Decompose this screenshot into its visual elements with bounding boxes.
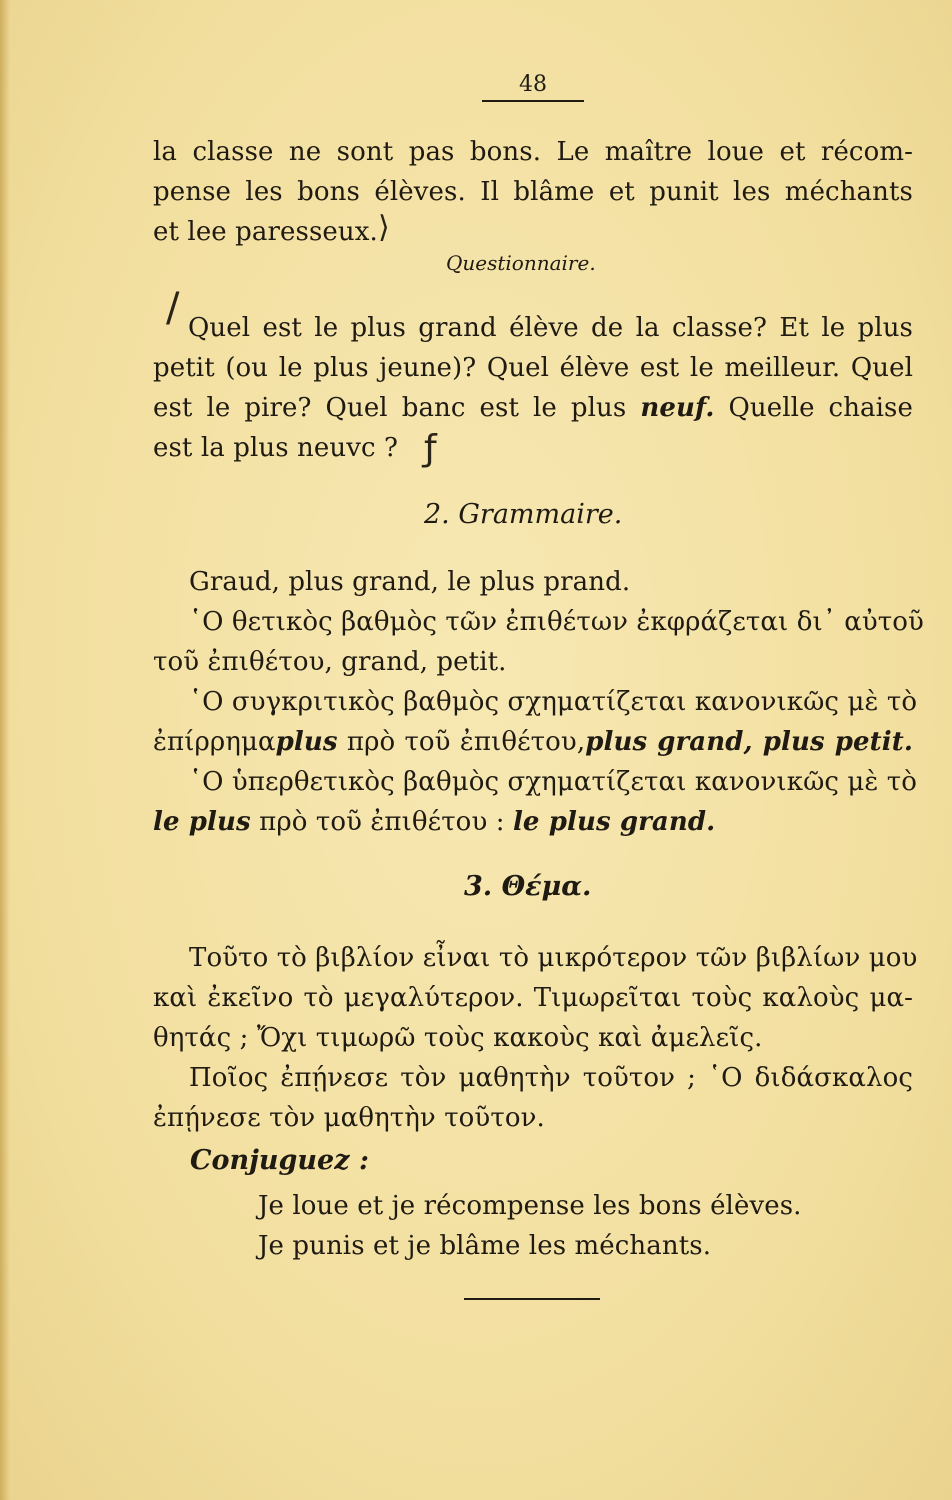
pencil-bracket-mark: ⟩	[378, 210, 390, 245]
thema-line-4: Ποῖος ἐπῄνεσε τὸν μαθητὴν τοῦτον ; ῾Ο διδάσκαλος	[189, 1063, 913, 1093]
grammaire-line-5-c: πρὸ τοῦ ἐπιθέτου,	[337, 727, 586, 757]
opening-line-1: la classe ne sont pas bons. Le maître loue et récom-	[153, 137, 913, 167]
grammaire-heading: 2. Grammaire.	[424, 499, 623, 530]
grammaire-line-4: ῾Ο συγκριτικὸς βαθμὸς σχηματίζεται κανονικῶς μὲ τὸ	[189, 687, 918, 717]
thema-line-3: θητάς ; Ὄχι τιμωρῶ τοὺς κακοὺς καὶ ἀμελεῖς.	[153, 1023, 763, 1053]
questionnaire-line-3-c: Quelle chaise	[714, 393, 913, 423]
questionnaire-heading: Questionnaire.	[446, 251, 596, 275]
grammaire-le-plus: le plus	[153, 807, 251, 837]
grammaire-plus-grand-petit: plus grand, plus petit.	[585, 727, 913, 757]
grammaire-le-plus-grand: le plus grand.	[512, 807, 716, 837]
grammaire-line-5	[153, 722, 913, 762]
questionnaire-line-3	[153, 388, 913, 428]
grammaire-line-7	[153, 802, 913, 842]
thema-line-5: ἐπῄνεσε τὸν μαθητὴν τοῦτον.	[153, 1103, 545, 1133]
page-number: 48	[482, 70, 584, 102]
conjuguez-heading: Conjuguez :	[190, 1145, 369, 1176]
questionnaire-line-3-a: est le pire? Quel banc est le plus	[153, 393, 641, 423]
pencil-slash-mark: /	[166, 285, 180, 331]
page-edge-shadow	[0, 0, 10, 1500]
grammaire-line-6: ῾Ο ὑπερθετικὸς βαθμὸς σχηματίζεται κανονικῶς μὲ τὸ	[189, 767, 918, 797]
grammaire-line-1: Graud, plus grand, le plus prand.	[189, 567, 631, 597]
questionnaire-line-2: petit (ou le plus jeune)? Quel élève est le meilleur. Quel	[153, 353, 913, 383]
conjuguez-line-1: Je loue et je récompense les bons élèves.	[258, 1191, 802, 1221]
end-rule	[464, 1298, 600, 1300]
pencil-cross-mark: ƒ	[424, 428, 437, 469]
grammaire-line-2: ῾Ο θετικὸς βαθμὸς τῶν ἐπιθέτων ἐκφράζεται δι᾽ αὐτοῦ	[189, 607, 924, 637]
questionnaire-line-1: Quel est le plus grand élève de la classe? Et le plus	[188, 313, 913, 343]
grammaire-line-5-a: ἐπίρρημα	[153, 727, 276, 757]
opening-line-3: et lee paresseux.	[153, 217, 378, 247]
opening-line-2: pense les bons élèves. Il blâme et punit les méchants	[153, 177, 913, 207]
questionnaire-line-4: est la plus neuvc ?	[153, 433, 399, 463]
grammaire-word-plus: plus	[275, 727, 338, 757]
questionnaire-word-neuf: neuf.	[640, 393, 715, 423]
conjuguez-line-2: Je punis et je blâme les méchants.	[258, 1231, 712, 1261]
thema-line-1: Τοῦτο τὸ βιβλίον εἶναι τὸ μικρότερον τῶν βιβλίων μου	[189, 943, 918, 973]
grammaire-line-3: τοῦ ἐπιθέτου, grand, petit.	[153, 647, 507, 677]
thema-line-2: καὶ ἐκεῖνο τὸ μεγαλύτερον. Τιμωρεῖται τοὺς καλοὺς μα-	[153, 983, 913, 1013]
thema-heading: 3. Θέμα.	[464, 871, 592, 902]
grammaire-line-7-b: πρὸ τοῦ ἐπιθέτου :	[250, 807, 513, 837]
